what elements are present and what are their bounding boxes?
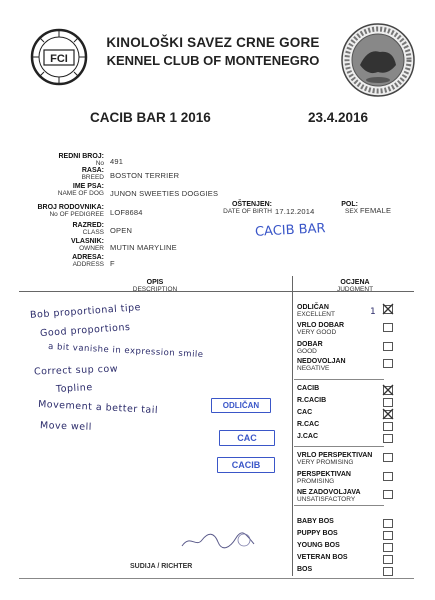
grade-checkbox[interactable] (383, 567, 393, 576)
handwritten-line-6: Movement a better tail (37, 398, 159, 417)
grade-j-cac: J.CAC (297, 433, 319, 440)
club-title-local: KINOLOŠKI SAVEZ CRNE GORE (106, 35, 320, 50)
value-redni-broj: 491 (110, 157, 124, 166)
label-broj-rodovnika: BROJ RODOVNIKA: No OF PEDIGREE (37, 204, 104, 218)
grade-nedovoljan: NEDOVOLJAN NEGATIVE (297, 358, 346, 372)
grade-dobar: DOBAR GOOD (297, 341, 323, 355)
judge-signature (180, 528, 260, 552)
label-razred: RAZRED: CLASS (72, 222, 104, 236)
value-vlasnik: MUTIN MARYLINE (110, 243, 177, 252)
grade-checkbox[interactable] (383, 398, 393, 407)
grade-checkbox[interactable] (383, 342, 393, 351)
event-title: CACIB BAR 1 2016 (90, 110, 211, 125)
grade-checkbox[interactable] (383, 531, 393, 540)
label-redni-broj: REDNI BROJ: No (58, 153, 104, 167)
handwritten-line-1: Bob proportional tipe (29, 302, 142, 321)
value-ime-psa: JUNON SWEETIES DOGGIES (110, 189, 219, 198)
grade-checkbox[interactable] (383, 472, 393, 481)
grade-checkbox[interactable] (383, 359, 393, 368)
grade-separator (294, 505, 384, 506)
grade-r-cac: R.CAC (297, 421, 320, 428)
column-description-header: OPIS DESCRIPTION (132, 279, 178, 293)
grade-vrlo-dobar: VRLO DOBAR VERY GOOD (297, 322, 345, 336)
grade-cac: CAC (297, 409, 313, 416)
value-broj-rodovnika: LOF8684 (110, 208, 143, 217)
club-title-english: KENNEL CLUB OF MONTENEGRO (106, 53, 320, 68)
grade-bos: BOS (297, 566, 313, 573)
value-razred: OPEN (110, 226, 133, 235)
grade-checkbox[interactable] (383, 323, 393, 332)
label-vlasnik: VLASNIK: OWNER (70, 238, 104, 252)
handwritten-line-2: Good proportions (39, 321, 131, 340)
grade-checkbox[interactable] (383, 422, 393, 431)
handwritten-line-5: Topline (55, 382, 93, 395)
grade-checkbox[interactable] (383, 305, 393, 314)
grade-checkbox[interactable] (383, 410, 393, 419)
grade-young-bos: YOUNG BOS (297, 542, 340, 549)
event-date: 23.4.2016 (308, 110, 369, 125)
grade-checkbox[interactable] (383, 453, 393, 462)
value-adresa: F (110, 259, 115, 268)
grade-separator (294, 446, 384, 447)
handwritten-line-3: a bit vanishe in expression smile (47, 341, 204, 361)
grade-perspektivan: PERSPEKTIVAN PROMISING (297, 471, 351, 485)
grade-r-cacib: R.CACIB (297, 397, 327, 404)
grade-odli-an: ODLIČAN EXCELLENT (297, 304, 335, 318)
grade-baby-bos: BABY BOS (297, 518, 334, 525)
handwritten-line-7: Move well (39, 420, 93, 433)
grade-veteran-bos: VETERAN BOS (297, 554, 348, 561)
grade-checkbox[interactable] (383, 490, 393, 499)
grade-vrlo-perspektivan: VRLO PERSPEKTIVAN VERY PROMISING (297, 452, 373, 466)
label-ime-psa: IME PSA: NAME OF DOG (57, 183, 104, 197)
value-oštenjen: 17.12.2014 (275, 207, 315, 216)
handwritten-line-4: Correct sup cow (33, 363, 119, 378)
grade-cacib: CACIB (297, 385, 320, 392)
fci-logo (30, 28, 88, 86)
grade-checkbox[interactable] (383, 555, 393, 564)
grade-separator (294, 379, 384, 380)
label-rasa: RASA: BREED (81, 167, 104, 181)
judge-label: SUDIJA / RICHTER (130, 563, 193, 570)
label-oštenjen: OŠTENJEN: DATE OF BIRTH (223, 201, 272, 215)
label-pol: POL: SEX (341, 201, 358, 215)
grade-puppy-bos: PUPPY BOS (297, 530, 338, 537)
stamp-odlican: ODLIČAN (211, 398, 271, 413)
column-judgment-header: OCJENA JUDGMENT (336, 279, 374, 293)
table-divider (292, 276, 293, 576)
grade-checkbox[interactable] (383, 434, 393, 443)
label-adresa: ADRESA: ADDRESS (72, 254, 104, 268)
value-rasa: BOSTON TERRIER (110, 171, 180, 180)
stamp-cac: CAC (219, 430, 275, 446)
fci-logo-text: FCI (50, 53, 68, 65)
stamp-cacib: CACIB (217, 457, 275, 473)
grade-ne-zadovoljava: NE ZADOVOLJAVA UNSATISFACTORY (297, 489, 361, 503)
value-pol: FEMALE (360, 206, 392, 215)
stamp-cacib-bar: CACIB BAR (254, 221, 326, 240)
grade-checkbox[interactable] (383, 519, 393, 528)
handwritten-mark: 1 (370, 307, 377, 317)
grade-checkbox[interactable] (383, 386, 393, 395)
club-emblem (338, 20, 418, 100)
grade-checkbox[interactable] (383, 543, 393, 552)
